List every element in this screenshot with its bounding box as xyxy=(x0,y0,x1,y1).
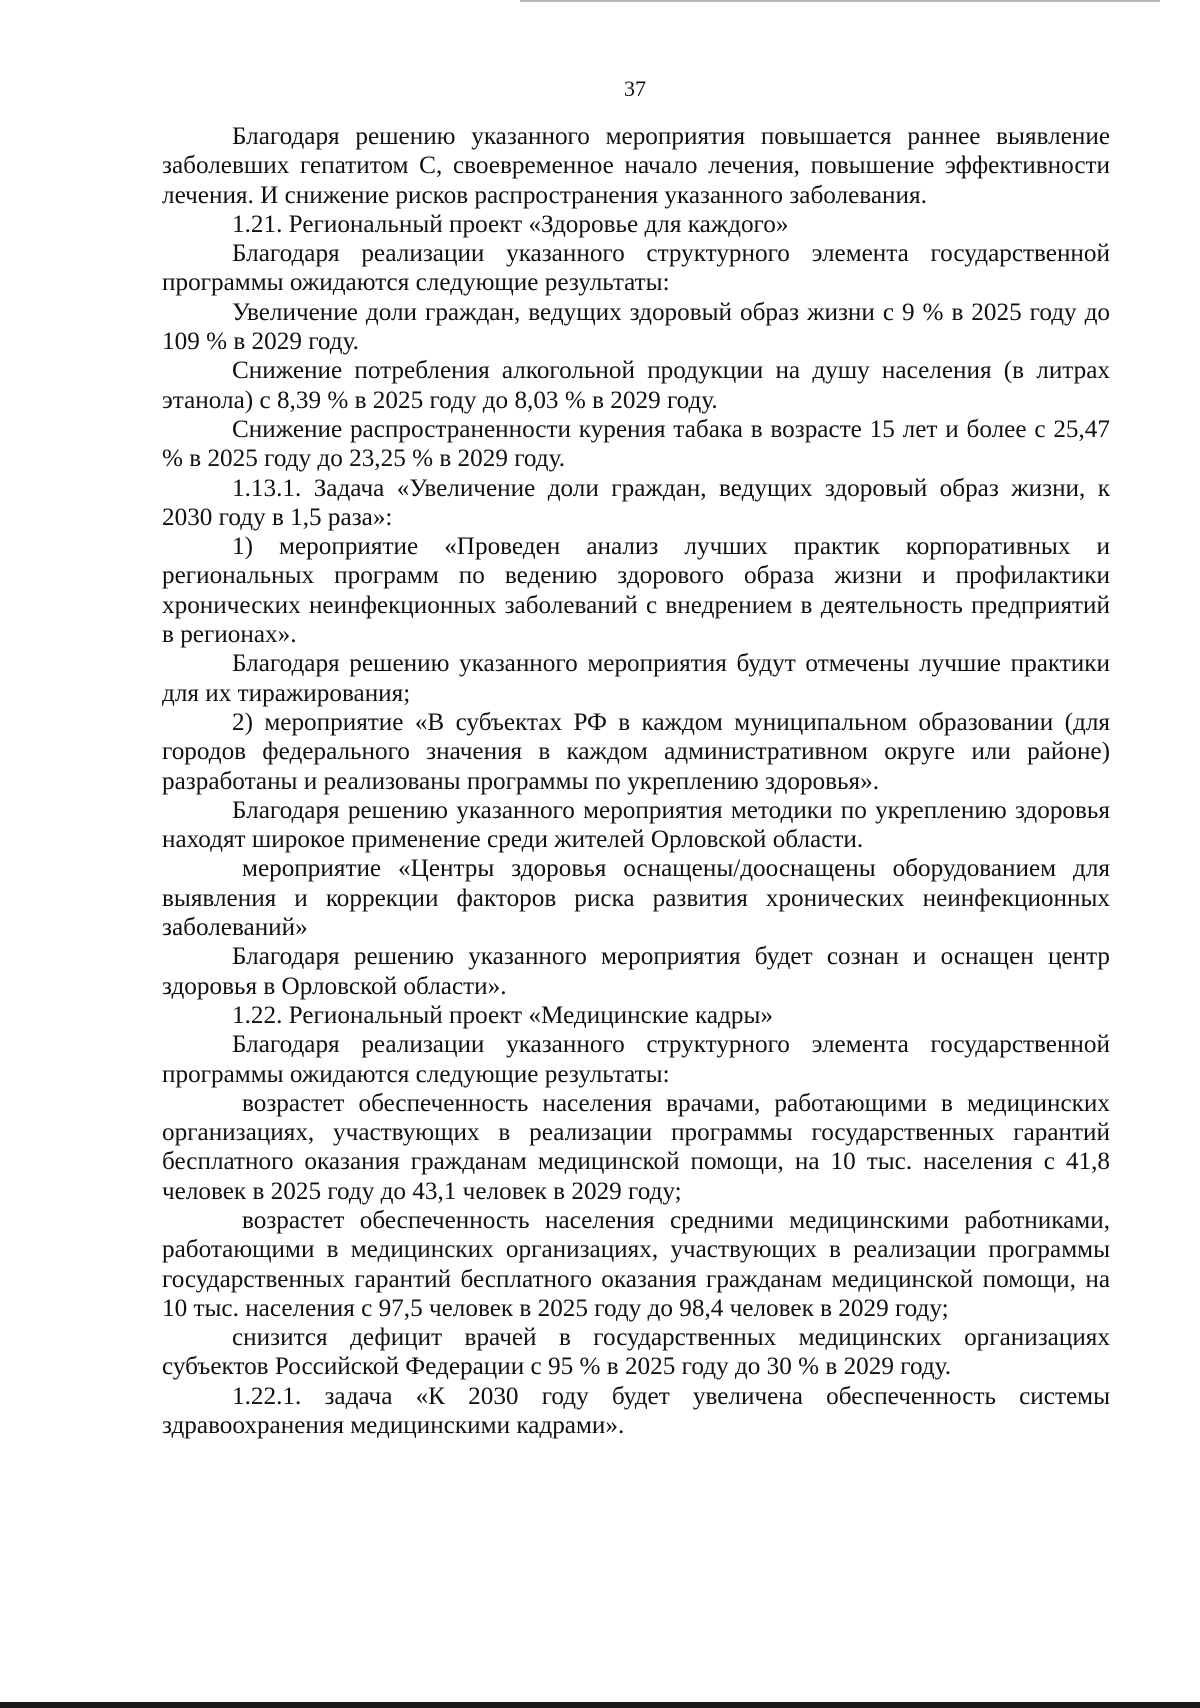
paragraph-measure-2-result: Благодаря решению указанного мероприятия методики по укреплению здоровья находят широкое применение среди жителей Орловской области. xyxy=(162,796,1110,854)
paragraph-healthy-lifestyle: Увеличение доли граждан, ведущих здоровый образ жизни с 9 % в 2025 году до 109 % в 2029 году. xyxy=(162,298,1110,356)
heading-task-1-13-1: 1.13.1. Задача «Увеличение доли граждан, ведущих здоровый образ жизни, к 2030 году в 1,5 раза»: xyxy=(162,474,1110,531)
paragraph-nurses-provision: возрастет обеспеченность населения средними медицинскими работниками, работающими в медицинских организациях, участвующих в реализации программы государственных гарантий бесплатного оказания гражданам медицинской помощи, на 10 тыс. населения с 97,5 человек в 2025 году до 98,4 человек в 2029 году; xyxy=(162,1206,1110,1322)
paragraph-measure-health-centers: мероприятие «Центры здоровья оснащены/дооснащены оборудованием для выявления и коррекции факторов риска развития хронических неинфекционных заболеваний» xyxy=(162,855,1110,942)
document-body xyxy=(162,122,1110,1440)
paragraph-measure-1: 1) мероприятие «Проведен анализ лучших практик корпоративных и региональных программ по ведению здорового образа жизни и профилактики хронических неинфекционных заболеваний с внедрением в деятельность предприятий в регионах». xyxy=(162,533,1110,649)
scan-edge-bottom xyxy=(0,1702,1200,1708)
heading-project-1-22: 1.22. Региональный проект «Медицинские кадры» xyxy=(232,1001,773,1029)
paragraph-hepatitis-results: Благодаря решению указанного мероприятия повышается раннее выявление заболевших гепатитом С, своевременное начало лечения, повышение эффективности лечения. И снижение рисков распространения указанного заболевания. xyxy=(162,123,1110,209)
page-number: 37 xyxy=(624,76,646,101)
paragraph-alcohol: Снижение потребления алкогольной продукции на душу населения (в литрах этанола) с 8,39 % в 2025 году до 8,03 % в 2029 году. xyxy=(162,357,1110,414)
paragraph-expected-results: Благодаря реализации указанного структурного элемента государственной программы ожидаются следующие результаты: xyxy=(162,240,1110,297)
heading-project-1-21: 1.21. Региональный проект «Здоровье для каждого» xyxy=(232,210,789,238)
paragraph-smoking: Снижение распространенности курения табака в возрасте 15 лет и более с 25,47 % в 2025 году до 23,25 % в 2029 году. xyxy=(162,415,1110,473)
paragraph-doctors-provision: возрастет обеспеченность населения врачами, работающими в медицинских организациях, участвующих в реализации программы государственных гарантий бесплатного оказания гражданам медицинской помощи, на 10 тыс. населения с 41,8 человек в 2025 году до 43,1 человек в 2029 году; xyxy=(162,1089,1110,1205)
paragraph-measure-1-result: Благодаря решению указанного мероприятия будут отмечены лучшие практики для их тиражирования; xyxy=(162,650,1110,707)
paragraph-health-centers-result: Благодаря решению указанного мероприятия будет сознан и оснащен центр здоровья в Орловской области». xyxy=(162,943,1110,1000)
scan-edge-top xyxy=(520,0,1160,2)
paragraph-doctor-deficit: снизится дефицит врачей в государственных медицинских организациях субъектов Российской Федерации с 95 % в 2025 году до 30 % в 2029 году. xyxy=(162,1324,1110,1381)
heading-task-1-22-1: 1.22.1. задача «К 2030 году будет увеличена обеспеченность системы здравоохранения медицинскими кадрами». xyxy=(162,1382,1110,1440)
paragraph-measure-2: 2) мероприятие «В субъектах РФ в каждом муниципальном образовании (для городов федерального значения в каждом административном округе или районе) разработаны и реализованы программы по укреплению здоровья». xyxy=(162,708,1110,795)
paragraph-expected-results-2: Благодаря реализации указанного структурного элемента государственной программы ожидаются следующие результаты: xyxy=(162,1031,1110,1088)
